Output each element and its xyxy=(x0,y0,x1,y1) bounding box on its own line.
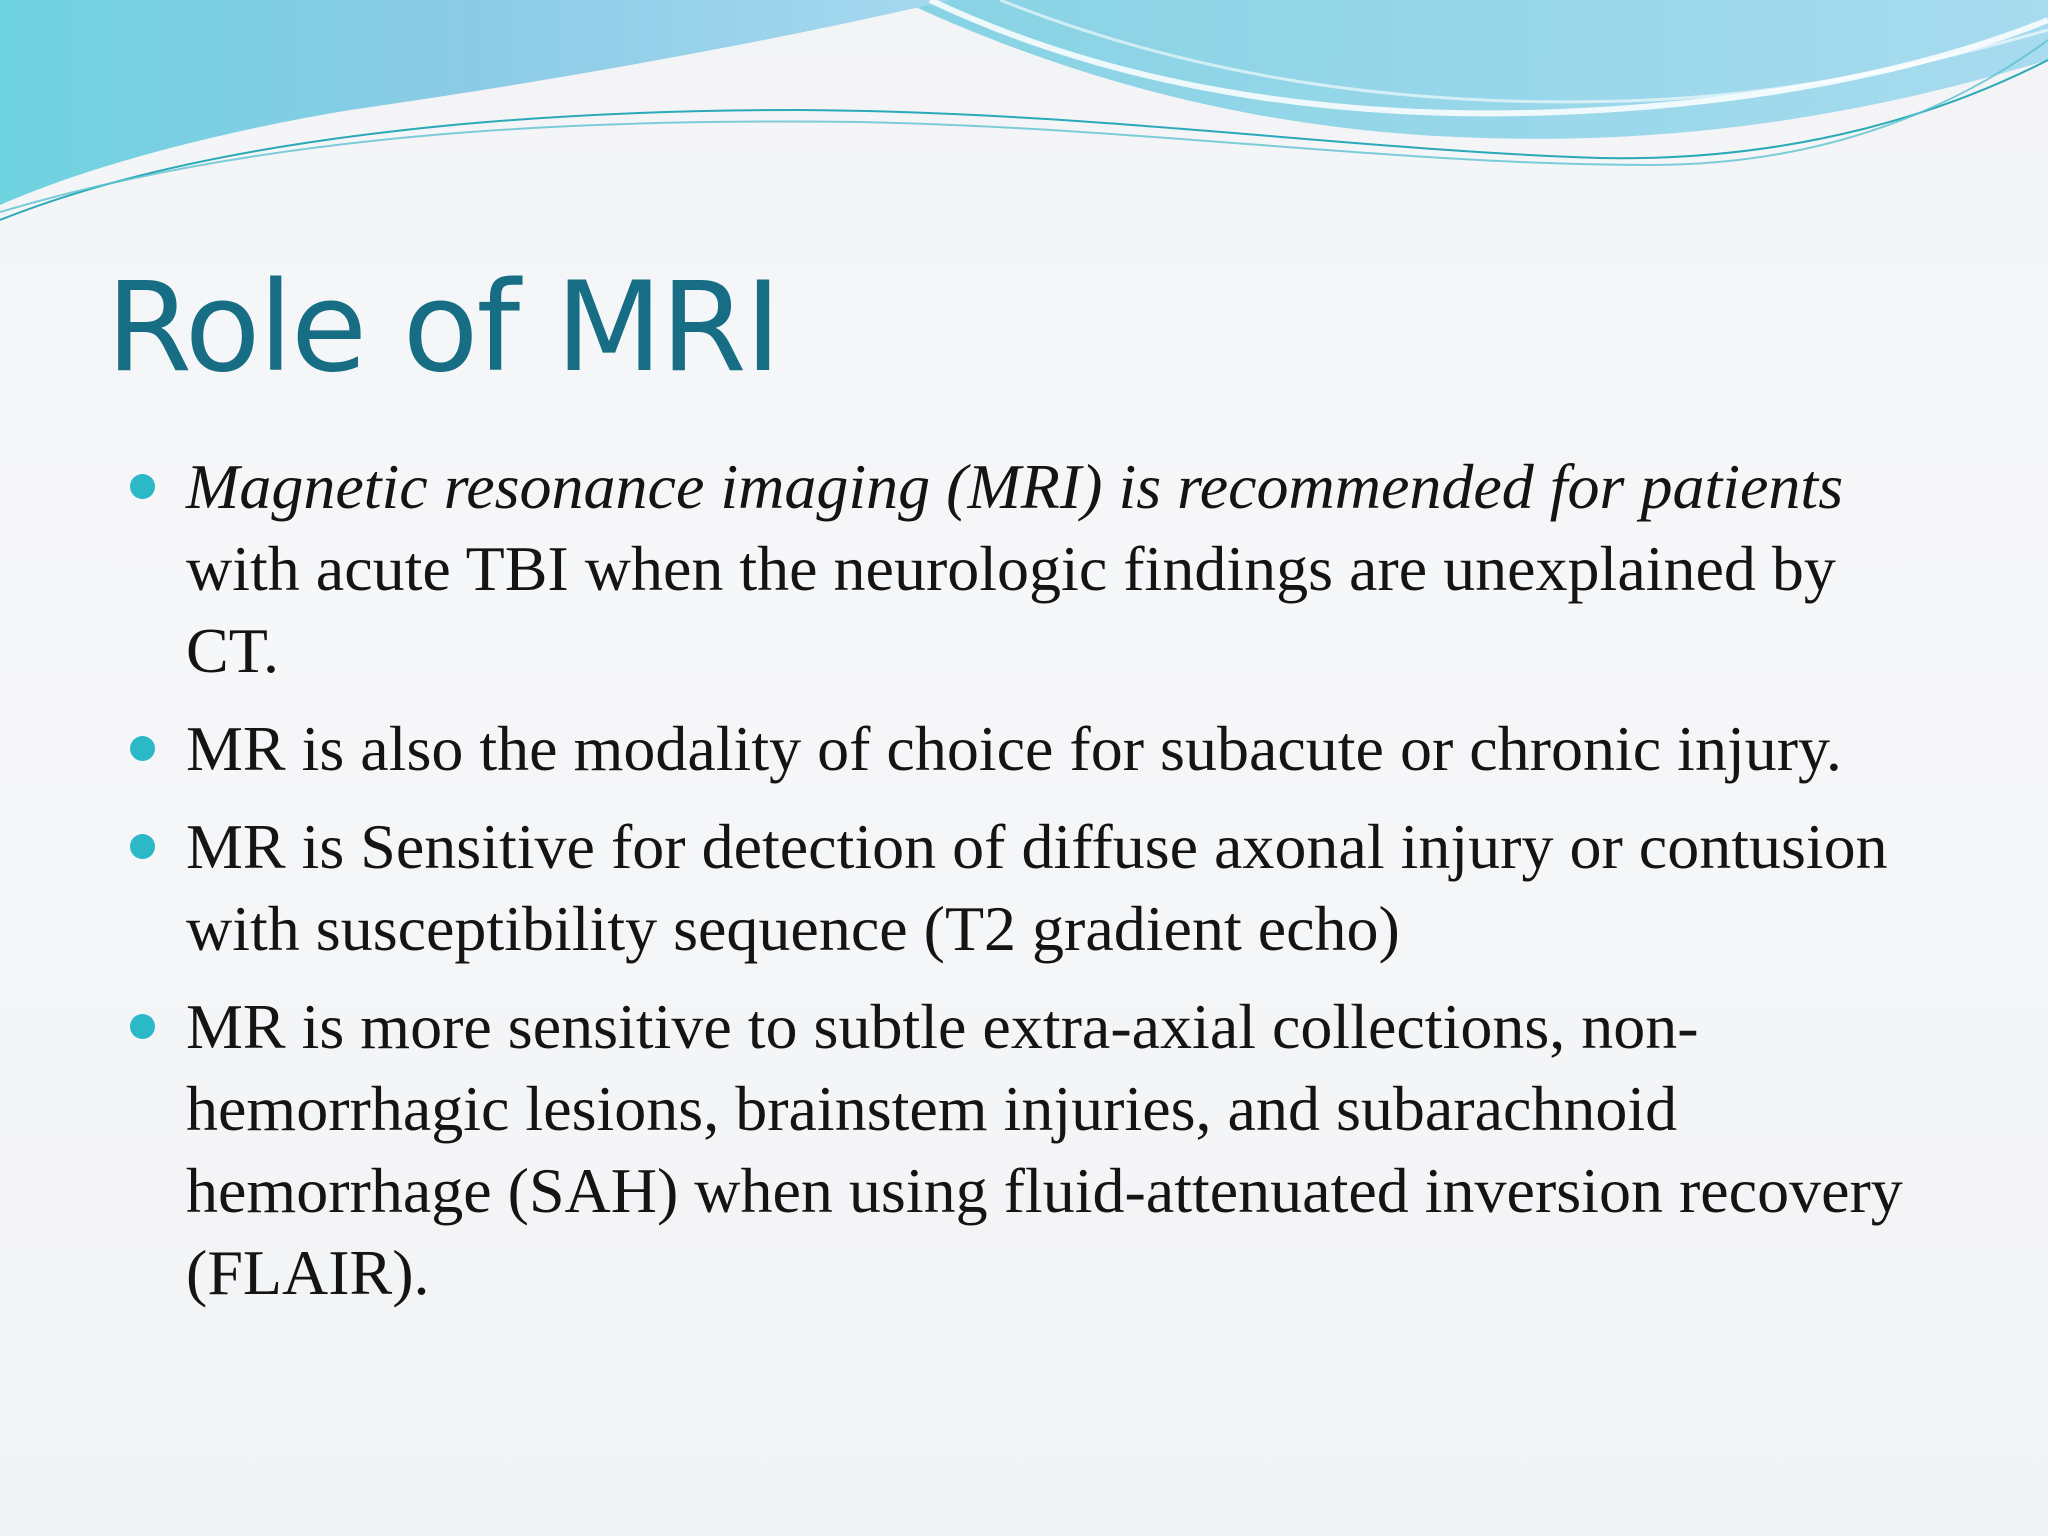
bullet-text: with acute TBI when the neurologic findings are unexplained by CT. xyxy=(186,533,1836,686)
bullet-dot-icon xyxy=(130,474,155,499)
slide-title: Role of MRI xyxy=(106,256,780,400)
bullet-text-italic: Magnetic resonance imaging (MRI) is recommended for patients xyxy=(186,451,1844,522)
bullet-item xyxy=(126,708,1926,790)
bullet-text: MR is also the modality of choice for subacute or chronic injury. xyxy=(186,713,1842,784)
bullet-text: MR is Sensitive for detection of diffuse axonal injury or contusion with susceptibility sequence (T2 gradient echo) xyxy=(186,811,1888,964)
bullet-item xyxy=(126,986,1926,1314)
header-wave-decoration xyxy=(0,0,2048,240)
bullet-dot-icon xyxy=(130,834,155,859)
bullet-list xyxy=(126,446,1926,1330)
bullet-item xyxy=(126,446,1926,692)
bullet-item xyxy=(126,806,1926,970)
bullet-dot-icon xyxy=(130,1014,155,1039)
bullet-dot-icon xyxy=(130,736,155,761)
bullet-text: MR is more sensitive to subtle extra-axial collections, non-hemorrhagic lesions, brainstem injuries, and subarachnoid hemorrhage (SAH) when using fluid-attenuated inversion recovery (FLAIR). xyxy=(186,991,1903,1308)
